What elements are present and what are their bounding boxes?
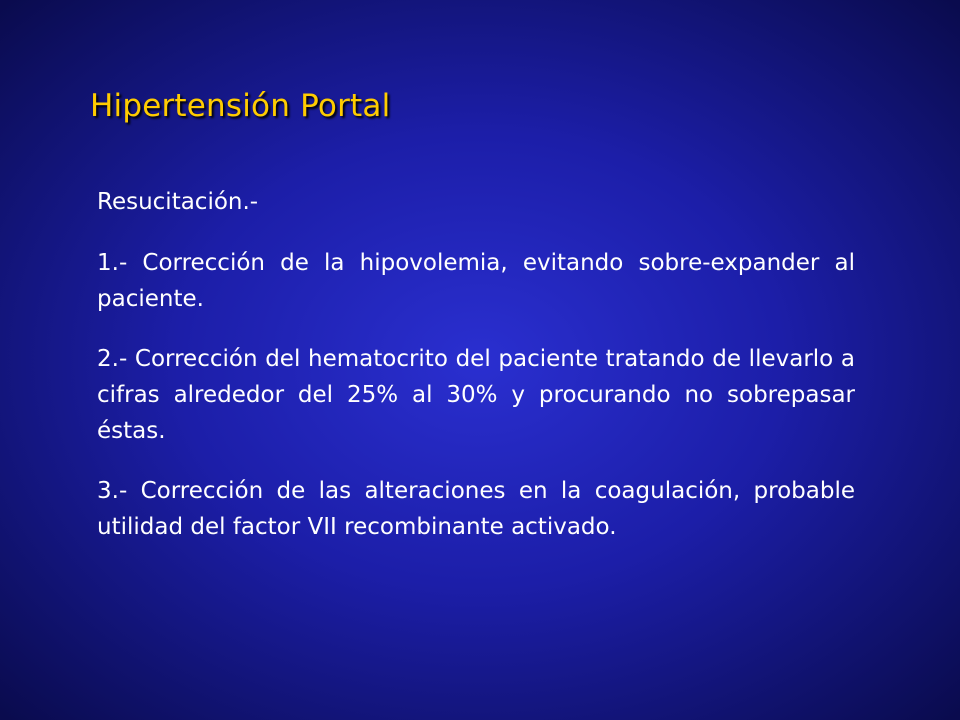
section-heading: Resucitación.-	[97, 189, 259, 215]
list-item-2: 2.- Corrección del hematocrito del paciente tratando de llevarlo a cifras alrededor del 25% al 30% y procurando no sobrepasar éstas.	[97, 346, 855, 444]
slide-body	[97, 184, 855, 569]
slide-title: Hipertensión Portal	[90, 88, 391, 124]
list-item-3: 3.- Corrección de las alteraciones en la coagulación, probable utilidad del factor VII recombinante activado.	[97, 478, 855, 540]
list-item-1: 1.- Corrección de la hipovolemia, evitando sobre-expander al paciente.	[97, 250, 855, 312]
